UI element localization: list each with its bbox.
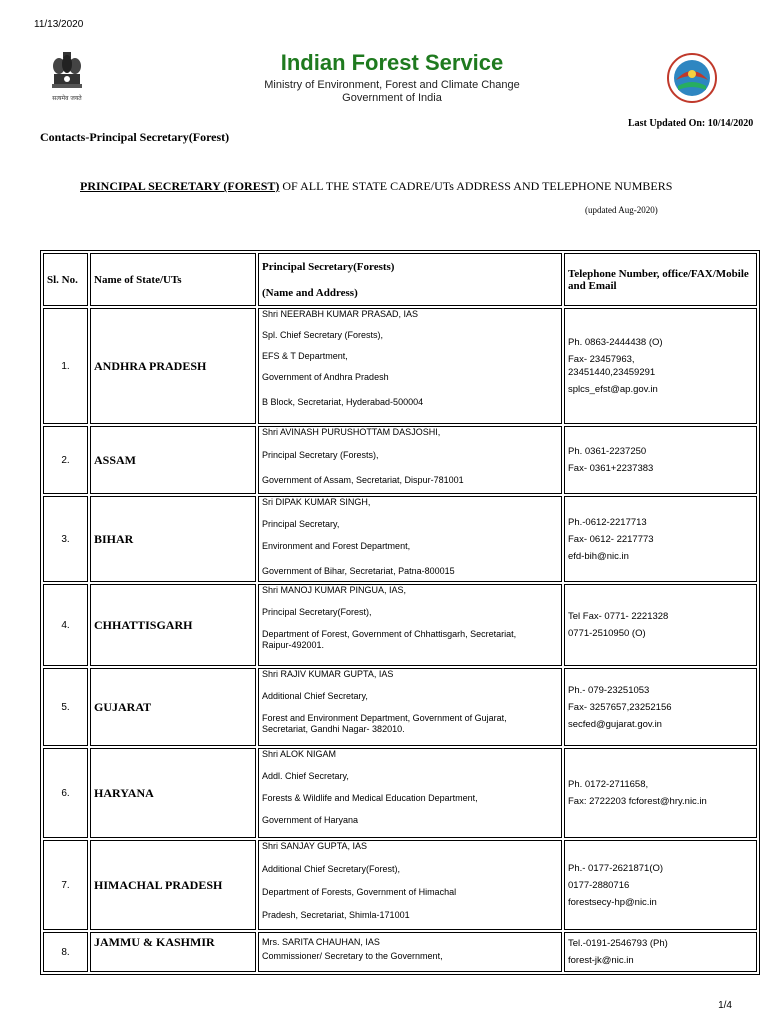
last-updated: Last Updated On: 10/14/2020: [628, 118, 754, 129]
address-line: EFS & T Department,: [262, 351, 348, 361]
row-state: GUJARAT: [90, 668, 256, 746]
print-date: 11/13/2020: [34, 19, 84, 30]
heading-rest: OF ALL THE STATE CADRE/UTs ADDRESS AND TELEPHONE NUMBERS: [279, 179, 673, 193]
row-state: ASSAM: [90, 426, 256, 494]
svg-text:सत्यमेव जयते: सत्यमेव जयते: [52, 95, 82, 102]
row-state: BIHAR: [90, 496, 256, 582]
ministry-name: Ministry of Environment, Forest and Climate Change: [264, 79, 520, 91]
row-address: [258, 668, 562, 746]
update-note: (updated Aug-2020): [585, 205, 658, 215]
address-line: Spl. Chief Secretary (Forests),: [262, 330, 384, 340]
address-line: Secretariat, Gandhi Nagar- 382010.: [262, 724, 405, 734]
row-telephone: [564, 932, 757, 972]
table-row: [43, 932, 757, 972]
email[interactable]: efd-bih@nic.in: [568, 550, 629, 562]
table-row: [43, 308, 757, 424]
table-row: [43, 496, 757, 582]
table-row: [43, 426, 757, 494]
row-state: HARYANA: [90, 748, 256, 838]
col-state: Name of State/UTs: [90, 253, 256, 306]
col-telephone: Telephone Number, office/FAX/Mobile and Email: [564, 253, 757, 306]
row-sl: 8.: [43, 932, 88, 972]
row-sl: 7.: [43, 840, 88, 930]
row-state: JAMMU & KASHMIR: [90, 932, 256, 972]
telephone-line: Ph. 0172-2711658,: [568, 779, 649, 790]
telephone-line: Ph.- 0177-2621871(O): [568, 862, 664, 874]
address-line: Principal Secretary,: [262, 519, 340, 529]
address-line: Additional Chief Secretary,: [262, 691, 368, 701]
address-line: Shri SANJAY GUPTA, IAS: [262, 841, 368, 851]
telephone-line: 23451440,23459291: [568, 367, 656, 378]
telephone-line: Ph.- 079-23251053: [568, 684, 650, 696]
table-header-row: [43, 253, 757, 306]
row-telephone: [564, 426, 757, 494]
address-line: Principal Secretary (Forests),: [262, 450, 379, 460]
address-line: Shri NEERABH KUMAR PRASAD, IAS: [262, 309, 419, 319]
telephone-line: Fax- 3257657,23252156: [568, 701, 672, 713]
col-principal-secretary: [258, 253, 562, 306]
breadcrumb: Contacts-Principal Secretary(Forest): [40, 130, 230, 144]
row-address: [258, 496, 562, 582]
email[interactable]: forest-jk@nic.in: [568, 955, 634, 966]
address-line: Raipur-492001.: [262, 640, 325, 650]
row-address: [258, 840, 562, 930]
row-state: ANDHRA PRADESH: [90, 308, 256, 424]
col-principal-secretary-title: Principal Secretary(Forests): [262, 260, 395, 273]
row-telephone: [564, 496, 757, 582]
address-line: Environment and Forest Department,: [262, 541, 411, 551]
row-address: [258, 932, 562, 972]
address-line: Additional Chief Secretary(Forest),: [262, 864, 401, 874]
email[interactable]: splcs_efst@ap.gov.in: [568, 384, 658, 395]
email[interactable]: forestsecy-hp@nic.in: [568, 896, 657, 908]
telephone-line: 0177-2880716: [568, 879, 630, 891]
row-telephone: [564, 840, 757, 930]
address-line: Shri MANOJ KUMAR PINGUA, IAS,: [262, 585, 407, 595]
col-name-address: (Name and Address): [262, 286, 358, 299]
contacts-table: [40, 250, 760, 975]
table-row: [43, 584, 757, 666]
telephone-line: Fax- 0361+2237383: [568, 463, 654, 474]
address-line: B Block, Secretariat, Hyderabad-500004: [262, 397, 424, 407]
government-name: Government of India: [342, 92, 442, 104]
address-line: Mrs. SARITA CHAUHAN, IAS: [262, 937, 380, 947]
telephone-line: Tel.-0191-2546793 (Ph): [568, 938, 668, 949]
row-telephone: [564, 308, 757, 424]
telephone-line: 0771-2510950 (O): [568, 628, 646, 639]
row-state: HIMACHAL PRADESH: [90, 840, 256, 930]
telephone-line: Fax- 23457963,: [568, 354, 635, 365]
address-line: Commissioner/ Secretary to the Government,: [262, 951, 443, 961]
heading-underlined: PRINCIPAL SECRETARY (FOREST): [80, 179, 280, 193]
row-sl: 3.: [43, 496, 88, 582]
address-line: Shri RAJIV KUMAR GUPTA, IAS: [262, 669, 394, 679]
row-address: [258, 426, 562, 494]
telephone-line: Fax: 2722203 fcforest@hry.nic.in: [568, 796, 707, 807]
telephone-line: Ph. 0361-2237250: [568, 446, 647, 457]
row-sl: 6.: [43, 748, 88, 838]
row-address: [258, 308, 562, 424]
row-sl: 4.: [43, 584, 88, 666]
address-line: Shri ALOK NIGAM: [262, 749, 337, 759]
address-line: Shri AVINASH PURUSHOTTAM DASJOSHI,: [262, 427, 441, 437]
telephone-line: Tel Fax- 0771- 2221328: [568, 611, 669, 622]
forest-service-logo-icon: [666, 52, 718, 104]
address-line: Government of Assam, Secretariat, Dispur-781001: [262, 475, 464, 485]
address-line: Government of Andhra Pradesh: [262, 372, 389, 382]
row-telephone: [564, 748, 757, 838]
page-heading: [80, 179, 672, 194]
address-line: Forests & Wildlife and Medical Education Department,: [262, 793, 478, 803]
email[interactable]: secfed@gujarat.gov.in: [568, 718, 662, 730]
row-sl: 5.: [43, 668, 88, 746]
row-state: CHHATTISGARH: [90, 584, 256, 666]
telephone-line: Ph. 0863-2444438 (O): [568, 337, 663, 348]
table-row: [43, 840, 757, 930]
address-line: Pradesh, Secretariat, Shimla-171001: [262, 910, 410, 920]
telephone-line: Ph.-0612-2217713: [568, 516, 647, 528]
row-telephone: [564, 584, 757, 666]
row-address: [258, 584, 562, 666]
table-row: [43, 748, 757, 838]
address-line: Department of Forest, Government of Chhattisgarh, Secretariat,: [262, 629, 517, 639]
col-sl-no: Sl. No.: [43, 253, 88, 306]
address-line: Forest and Environment Department, Government of Gujarat,: [262, 713, 507, 723]
address-line: Addl. Chief Secretary,: [262, 771, 349, 781]
site-title: Indian Forest Service: [280, 50, 504, 75]
row-sl: 2.: [43, 426, 88, 494]
page-number: 1/4: [718, 1000, 732, 1011]
address-line: Principal Secretary(Forest),: [262, 607, 372, 617]
address-line: Government of Haryana: [262, 815, 359, 825]
row-telephone: [564, 668, 757, 746]
address-line: Sri DIPAK KUMAR SINGH,: [262, 497, 371, 507]
address-line: Department of Forests, Government of Himachal: [262, 887, 457, 897]
telephone-line: Fax- 0612- 2217773: [568, 533, 654, 545]
address-line: Government of Bihar, Secretariat, Patna-800015: [262, 566, 455, 576]
row-sl: 1.: [43, 308, 88, 424]
row-address: [258, 748, 562, 838]
table-row: [43, 668, 757, 746]
